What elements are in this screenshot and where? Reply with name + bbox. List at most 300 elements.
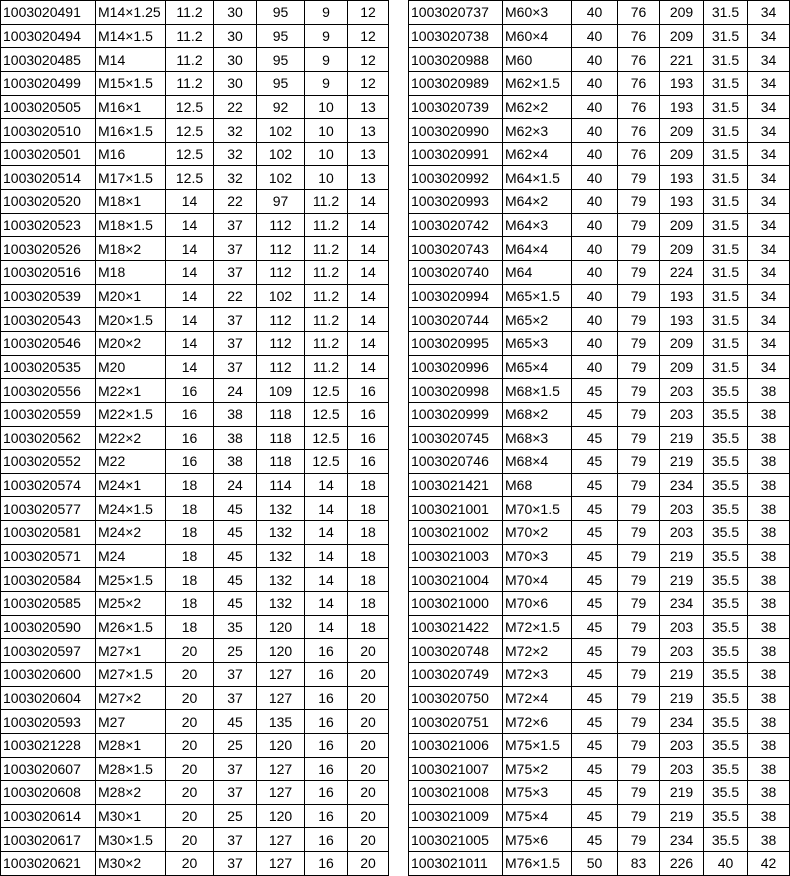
dim-cell: 193	[660, 190, 704, 214]
part-number-cell: 1003020581	[1, 521, 96, 545]
thread-size-cell: M28×2	[96, 781, 166, 805]
table-row	[1, 402, 389, 426]
table-row	[1, 828, 389, 852]
dim-cell: 16	[305, 733, 348, 757]
dim-cell: 79	[618, 308, 660, 332]
part-number-cell: 1003020604	[1, 686, 96, 710]
dim-cell: 38	[748, 639, 790, 663]
dim-cell: 35.5	[704, 757, 748, 781]
thread-size-cell: M68×2	[503, 402, 572, 426]
thread-size-cell: M65×1.5	[503, 284, 572, 308]
dim-cell: 22	[214, 190, 257, 214]
dim-cell: 20	[348, 639, 389, 663]
part-number-cell: 1003021007	[409, 757, 503, 781]
dim-cell: 34	[748, 284, 790, 308]
part-number-cell: 1003020552	[1, 450, 96, 474]
dim-cell: 20	[348, 781, 389, 805]
dim-cell: 40	[572, 213, 618, 237]
table-row	[409, 331, 790, 355]
dim-cell: 45	[572, 402, 618, 426]
dim-cell: 79	[618, 686, 660, 710]
left-spec-table	[0, 0, 389, 876]
part-number-cell: 1003020577	[1, 497, 96, 521]
table-row	[409, 615, 790, 639]
dim-cell: 18	[348, 497, 389, 521]
dim-cell: 219	[660, 544, 704, 568]
dim-cell: 20	[348, 828, 389, 852]
dim-cell: 32	[214, 119, 257, 143]
thread-size-cell: M76×1.5	[503, 852, 572, 876]
dim-cell: 45	[572, 804, 618, 828]
thread-size-cell: M14×1.5	[96, 24, 166, 48]
dim-cell: 18	[166, 473, 214, 497]
dim-cell: 42	[748, 852, 790, 876]
part-number-cell: 1003021005	[409, 828, 503, 852]
thread-size-cell: M20	[96, 355, 166, 379]
dim-cell: 76	[618, 71, 660, 95]
dim-cell: 35.5	[704, 733, 748, 757]
thread-size-cell: M22×2	[96, 426, 166, 450]
dim-cell: 79	[618, 662, 660, 686]
dim-cell: 79	[618, 213, 660, 237]
dim-cell: 31.5	[704, 190, 748, 214]
dim-cell: 112	[257, 308, 305, 332]
dim-cell: 45	[572, 521, 618, 545]
dim-cell: 45	[572, 710, 618, 734]
dim-cell: 79	[618, 733, 660, 757]
table-row	[1, 544, 389, 568]
dim-cell: 11.2	[305, 308, 348, 332]
part-number-cell: 1003020988	[409, 48, 503, 72]
dim-cell: 11.2	[305, 213, 348, 237]
thread-size-cell: M64×4	[503, 237, 572, 261]
thread-size-cell: M70×1.5	[503, 497, 572, 521]
dim-cell: 38	[748, 450, 790, 474]
dim-cell: 14	[348, 355, 389, 379]
dim-cell: 203	[660, 733, 704, 757]
table-row	[409, 190, 790, 214]
part-number-cell: 1003020485	[1, 48, 96, 72]
dim-cell: 203	[660, 497, 704, 521]
dim-cell: 79	[618, 497, 660, 521]
dim-cell: 31.5	[704, 142, 748, 166]
dim-cell: 209	[660, 119, 704, 143]
dim-cell: 45	[214, 521, 257, 545]
thread-size-cell: M14×1.25	[96, 1, 166, 25]
part-number-cell: 1003020990	[409, 119, 503, 143]
part-number-cell: 1003020494	[1, 24, 96, 48]
part-number-cell: 1003021000	[409, 592, 503, 616]
dim-cell: 203	[660, 521, 704, 545]
dim-cell: 45	[572, 686, 618, 710]
thread-size-cell: M24	[96, 544, 166, 568]
dim-cell: 16	[305, 686, 348, 710]
dim-cell: 45	[214, 497, 257, 521]
table-row	[1, 308, 389, 332]
dim-cell: 31.5	[704, 119, 748, 143]
part-number-cell: 1003021421	[409, 473, 503, 497]
dim-cell: 118	[257, 450, 305, 474]
dim-cell: 10	[305, 166, 348, 190]
dim-cell: 18	[166, 497, 214, 521]
thread-size-cell: M20×1	[96, 284, 166, 308]
part-number-cell: 1003020556	[1, 379, 96, 403]
dim-cell: 12.5	[166, 166, 214, 190]
dim-cell: 24	[214, 473, 257, 497]
dim-cell: 18	[348, 544, 389, 568]
dim-cell: 45	[572, 450, 618, 474]
dim-cell: 76	[618, 142, 660, 166]
dim-cell: 209	[660, 213, 704, 237]
table-row	[409, 24, 790, 48]
dim-cell: 31.5	[704, 95, 748, 119]
table-row	[409, 804, 790, 828]
table-row	[409, 828, 790, 852]
part-number-cell: 1003021228	[1, 733, 96, 757]
thread-size-cell: M62×3	[503, 119, 572, 143]
dim-cell: 209	[660, 355, 704, 379]
thread-size-cell: M25×2	[96, 592, 166, 616]
dim-cell: 11.2	[166, 48, 214, 72]
dim-cell: 16	[305, 639, 348, 663]
table-row	[409, 662, 790, 686]
dim-cell: 38	[214, 426, 257, 450]
dim-cell: 40	[572, 48, 618, 72]
dim-cell: 76	[618, 95, 660, 119]
dim-cell: 79	[618, 331, 660, 355]
dim-cell: 38	[214, 402, 257, 426]
dim-cell: 14	[348, 190, 389, 214]
dim-cell: 38	[748, 379, 790, 403]
table-row	[409, 521, 790, 545]
part-number-cell: 1003020989	[409, 71, 503, 95]
dim-cell: 203	[660, 379, 704, 403]
dim-cell: 11.2	[305, 284, 348, 308]
dim-cell: 102	[257, 166, 305, 190]
part-number-cell: 1003021422	[409, 615, 503, 639]
dim-cell: 31.5	[704, 24, 748, 48]
dim-cell: 40	[572, 355, 618, 379]
dim-cell: 14	[305, 521, 348, 545]
table-row	[409, 1, 790, 25]
dim-cell: 34	[748, 308, 790, 332]
dim-cell: 37	[214, 781, 257, 805]
part-number-cell: 1003020746	[409, 450, 503, 474]
table-row	[409, 757, 790, 781]
dim-cell: 40	[572, 190, 618, 214]
dim-cell: 40	[572, 261, 618, 285]
part-number-cell: 1003020590	[1, 615, 96, 639]
thread-size-cell: M64	[503, 261, 572, 285]
thread-size-cell: M27×2	[96, 686, 166, 710]
part-number-cell: 1003020574	[1, 473, 96, 497]
dim-cell: 14	[166, 261, 214, 285]
thread-size-cell: M68	[503, 473, 572, 497]
part-number-cell: 1003020539	[1, 284, 96, 308]
dim-cell: 31.5	[704, 48, 748, 72]
dim-cell: 31.5	[704, 331, 748, 355]
dim-cell: 45	[572, 662, 618, 686]
dim-cell: 38	[748, 568, 790, 592]
part-number-cell: 1003020993	[409, 190, 503, 214]
dim-cell: 45	[572, 828, 618, 852]
dim-cell: 34	[748, 331, 790, 355]
dim-cell: 34	[748, 237, 790, 261]
dim-cell: 76	[618, 1, 660, 25]
thread-size-cell: M30×2	[96, 852, 166, 876]
dim-cell: 35.5	[704, 450, 748, 474]
dim-cell: 35.5	[704, 568, 748, 592]
table-row	[1, 1, 389, 25]
dim-cell: 37	[214, 261, 257, 285]
dim-cell: 45	[572, 639, 618, 663]
dim-cell: 32	[214, 166, 257, 190]
dim-cell: 14	[305, 615, 348, 639]
thread-size-cell: M16×1	[96, 95, 166, 119]
part-number-cell: 1003020543	[1, 308, 96, 332]
dim-cell: 35	[214, 615, 257, 639]
table-row	[1, 662, 389, 686]
dim-cell: 12	[348, 1, 389, 25]
dim-cell: 76	[618, 48, 660, 72]
dim-cell: 14	[348, 261, 389, 285]
part-number-cell: 1003020559	[1, 402, 96, 426]
dim-cell: 12.5	[305, 402, 348, 426]
dim-cell: 35.5	[704, 379, 748, 403]
dim-cell: 14	[166, 190, 214, 214]
dim-cell: 9	[305, 1, 348, 25]
dim-cell: 37	[214, 686, 257, 710]
dim-cell: 102	[257, 119, 305, 143]
dim-cell: 38	[748, 828, 790, 852]
dim-cell: 32	[214, 142, 257, 166]
thread-size-cell: M28×1.5	[96, 757, 166, 781]
thread-size-cell: M75×2	[503, 757, 572, 781]
dim-cell: 38	[748, 733, 790, 757]
table-row	[1, 781, 389, 805]
thread-size-cell: M27	[96, 710, 166, 734]
dim-cell: 38	[748, 662, 790, 686]
dim-cell: 79	[618, 781, 660, 805]
table-row	[1, 592, 389, 616]
thread-size-cell: M62×4	[503, 142, 572, 166]
dim-cell: 16	[305, 710, 348, 734]
part-number-cell: 1003020748	[409, 639, 503, 663]
dim-cell: 45	[572, 497, 618, 521]
dim-cell: 37	[214, 355, 257, 379]
dim-cell: 12	[348, 48, 389, 72]
part-number-cell: 1003020584	[1, 568, 96, 592]
part-number-cell: 1003020749	[409, 662, 503, 686]
dim-cell: 79	[618, 284, 660, 308]
table-row	[409, 71, 790, 95]
dim-cell: 18	[166, 544, 214, 568]
thread-size-cell: M60	[503, 48, 572, 72]
dim-cell: 35.5	[704, 521, 748, 545]
dim-cell: 38	[748, 592, 790, 616]
table-row	[409, 142, 790, 166]
dim-cell: 35.5	[704, 402, 748, 426]
table-row	[1, 426, 389, 450]
dim-cell: 226	[660, 852, 704, 876]
table-row	[409, 426, 790, 450]
dim-cell: 12	[348, 24, 389, 48]
thread-size-cell: M72×6	[503, 710, 572, 734]
dim-cell: 234	[660, 828, 704, 852]
table-row	[1, 804, 389, 828]
dim-cell: 14	[166, 331, 214, 355]
table-row	[409, 733, 790, 757]
dim-cell: 40	[572, 142, 618, 166]
dim-cell: 14	[166, 213, 214, 237]
part-number-cell: 1003020608	[1, 781, 96, 805]
table-row	[1, 213, 389, 237]
dim-cell: 31.5	[704, 71, 748, 95]
dim-cell: 16	[348, 426, 389, 450]
part-number-cell: 1003020743	[409, 237, 503, 261]
table-row	[1, 119, 389, 143]
dim-cell: 30	[214, 71, 257, 95]
dim-cell: 20	[348, 662, 389, 686]
dim-cell: 35.5	[704, 592, 748, 616]
dim-cell: 25	[214, 639, 257, 663]
table-row	[1, 521, 389, 545]
dim-cell: 132	[257, 521, 305, 545]
dim-cell: 234	[660, 592, 704, 616]
dim-cell: 34	[748, 24, 790, 48]
thread-size-cell: M75×4	[503, 804, 572, 828]
table-row	[409, 473, 790, 497]
dim-cell: 20	[348, 710, 389, 734]
thread-size-cell: M27×1.5	[96, 662, 166, 686]
dim-cell: 193	[660, 166, 704, 190]
dim-cell: 30	[214, 48, 257, 72]
dim-cell: 24	[214, 379, 257, 403]
dim-cell: 14	[348, 331, 389, 355]
table-row	[1, 331, 389, 355]
part-number-cell: 1003020523	[1, 213, 96, 237]
part-number-cell: 1003020491	[1, 1, 96, 25]
table-row	[409, 592, 790, 616]
dim-cell: 9	[305, 71, 348, 95]
dim-cell: 38	[748, 426, 790, 450]
thread-size-cell: M70×3	[503, 544, 572, 568]
dim-cell: 95	[257, 48, 305, 72]
dim-cell: 20	[166, 828, 214, 852]
dim-cell: 11.2	[166, 1, 214, 25]
dim-cell: 45	[572, 568, 618, 592]
thread-size-cell: M24×1	[96, 473, 166, 497]
dim-cell: 79	[618, 521, 660, 545]
dim-cell: 9	[305, 24, 348, 48]
part-number-cell: 1003020998	[409, 379, 503, 403]
dim-cell: 25	[214, 804, 257, 828]
dim-cell: 45	[572, 379, 618, 403]
part-number-cell: 1003020510	[1, 119, 96, 143]
dim-cell: 112	[257, 213, 305, 237]
part-number-cell: 1003020607	[1, 757, 96, 781]
dim-cell: 219	[660, 426, 704, 450]
dim-cell: 12.5	[166, 95, 214, 119]
dim-cell: 127	[257, 828, 305, 852]
dim-cell: 34	[748, 119, 790, 143]
part-number-cell: 1003020991	[409, 142, 503, 166]
dim-cell: 37	[214, 757, 257, 781]
table-row	[1, 568, 389, 592]
dim-cell: 203	[660, 639, 704, 663]
dim-cell: 193	[660, 71, 704, 95]
table-row	[409, 284, 790, 308]
dim-cell: 34	[748, 190, 790, 214]
thread-size-cell: M62×2	[503, 95, 572, 119]
dim-cell: 13	[348, 142, 389, 166]
dim-cell: 9	[305, 48, 348, 72]
thread-size-cell: M24×1.5	[96, 497, 166, 521]
dim-cell: 20	[166, 757, 214, 781]
thread-size-cell: M75×1.5	[503, 733, 572, 757]
dim-cell: 112	[257, 261, 305, 285]
dim-cell: 79	[618, 379, 660, 403]
dim-cell: 35.5	[704, 497, 748, 521]
part-number-cell: 1003020501	[1, 142, 96, 166]
dim-cell: 40	[572, 237, 618, 261]
part-number-cell: 1003021006	[409, 733, 503, 757]
dim-cell: 92	[257, 95, 305, 119]
dim-cell: 31.5	[704, 1, 748, 25]
part-number-cell: 1003020520	[1, 190, 96, 214]
dim-cell: 193	[660, 308, 704, 332]
dim-cell: 45	[572, 757, 618, 781]
part-number-cell: 1003020546	[1, 331, 96, 355]
dim-cell: 132	[257, 544, 305, 568]
part-number-cell: 1003020621	[1, 852, 96, 876]
part-number-cell: 1003020995	[409, 331, 503, 355]
dim-cell: 95	[257, 71, 305, 95]
dim-cell: 120	[257, 639, 305, 663]
dim-cell: 135	[257, 710, 305, 734]
dim-cell: 112	[257, 237, 305, 261]
dim-cell: 18	[348, 568, 389, 592]
dim-cell: 30	[214, 1, 257, 25]
dim-cell: 35.5	[704, 804, 748, 828]
part-number-cell: 1003020571	[1, 544, 96, 568]
dim-cell: 132	[257, 592, 305, 616]
dim-cell: 31.5	[704, 213, 748, 237]
part-number-cell: 1003020585	[1, 592, 96, 616]
left-spec-table-body	[1, 1, 389, 876]
thread-size-cell: M70×4	[503, 568, 572, 592]
dim-cell: 12	[348, 71, 389, 95]
dim-cell: 34	[748, 71, 790, 95]
part-number-cell: 1003021004	[409, 568, 503, 592]
dim-cell: 38	[748, 781, 790, 805]
dim-cell: 18	[348, 615, 389, 639]
dim-cell: 40	[572, 284, 618, 308]
dim-cell: 12.5	[305, 450, 348, 474]
dim-cell: 38	[748, 804, 790, 828]
table-row	[1, 473, 389, 497]
dim-cell: 25	[214, 733, 257, 757]
dim-cell: 40	[572, 166, 618, 190]
thread-size-cell: M16×1.5	[96, 119, 166, 143]
dim-cell: 45	[214, 710, 257, 734]
table-row	[1, 379, 389, 403]
part-number-cell: 1003020751	[409, 710, 503, 734]
dim-cell: 45	[572, 426, 618, 450]
part-number-cell: 1003021001	[409, 497, 503, 521]
dim-cell: 38	[748, 473, 790, 497]
dim-cell: 37	[214, 662, 257, 686]
